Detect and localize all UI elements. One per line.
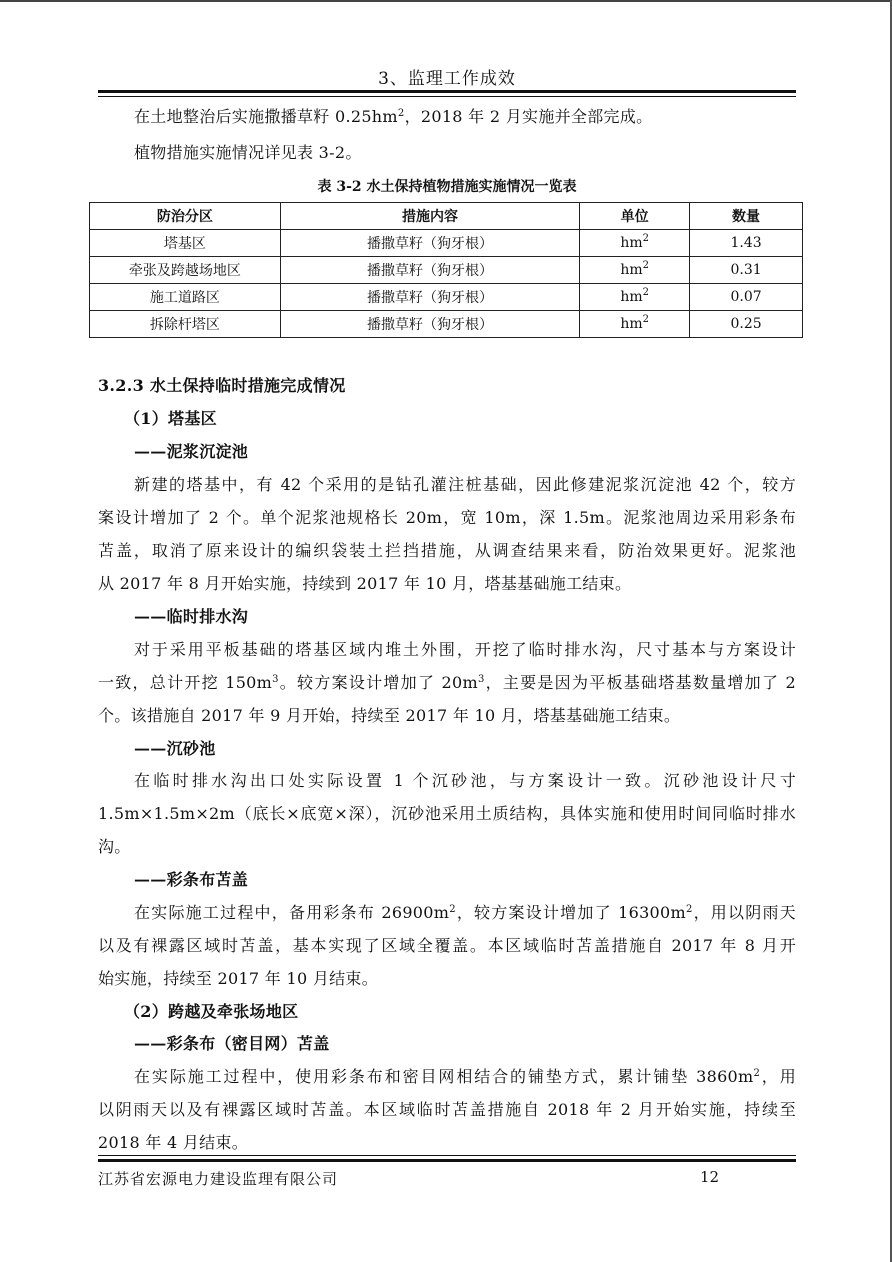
table-row: [90, 257, 803, 284]
area-cell: 牵张及跨越场地区: [90, 257, 281, 284]
paragraph-line: 在临时排水沟出口处实际设置 1 个沉砂池，与方案设计一致。沉砂池设计尺寸: [134, 771, 796, 790]
table-row: [90, 311, 803, 338]
footer-rule-thick: [98, 1159, 796, 1162]
footer-company: 江苏省宏源电力建设监理有限公司: [98, 1170, 339, 1188]
paragraph-line: 以阴雨天以及有裸露区域时苫盖。本区域临时苫盖措施自 2018 年 2 月开始实施，持续至: [98, 1100, 796, 1119]
measure-cell: 播撒草籽（狗牙根）: [280, 284, 580, 311]
paragraph-line: 从 2017 年 8 月开始实施，持续到 2017 年 10 月，塔基基础施工结束。: [98, 574, 632, 593]
header-rule-thin: [98, 96, 796, 97]
table-row: [90, 284, 803, 311]
item-title-drainage: ——临时排水沟: [134, 607, 249, 626]
plant-measures-table: [89, 202, 803, 338]
intro-line-1: 在土地整治后实施撒播草籽 $0.25hm^2$，2018 年 2 月实施并全部完成。: [134, 107, 653, 126]
paragraph-line: 沟。: [98, 837, 131, 856]
column-header: 防治分区: [90, 203, 281, 230]
area-cell: 施工道路区: [90, 284, 281, 311]
table-row: [90, 230, 803, 257]
unit-cell: $hm^2$: [580, 257, 690, 284]
column-header: 单位: [580, 203, 690, 230]
column-header: 数量: [690, 203, 803, 230]
paragraph-line: 苫盖，取消了原来设计的编织袋装土拦挡措施，从调查结果来看，防治效果更好。泥浆池: [98, 541, 796, 560]
quantity-cell: 0.31: [690, 257, 803, 284]
paragraph-line: 在实际施工过程中，使用彩条布和密目网相结合的铺垫方式，累计铺垫 $3860m^2$，用: [134, 1067, 797, 1086]
table-header-row: [90, 203, 803, 230]
page-header: 3、监理工作成效: [378, 69, 516, 89]
paragraph-line: 2018 年 4 月结束。: [98, 1133, 249, 1152]
table-caption: 表 3-2 水土保持植物措施实施情况一览表: [317, 179, 577, 195]
measure-cell: 播撒草籽（狗牙根）: [280, 230, 580, 257]
quantity-cell: 0.25: [690, 311, 803, 338]
intro-line-2: 植物措施实施情况详见表 3-2。: [134, 143, 362, 162]
paragraph-line: 对于采用平板基础的塔基区域内堆土外围，开挖了临时排水沟，尺寸基本与方案设计: [134, 640, 796, 659]
item-title-mud-pit: ——泥浆沉淀池: [134, 442, 249, 461]
measure-cell: 播撒草籽（狗牙根）: [280, 311, 580, 338]
paragraph-line: 一致，总计开挖 $150m^3$。较方案设计增加了 $20m^3$，主要是因为平板基础塔基数量增加了 2: [98, 673, 796, 692]
subsection-crossing-area: （2）跨越及牵张场地区: [124, 1002, 299, 1021]
paragraph-line: 新建的塔基中，有 42 个采用的是钻孔灌注桩基础，因此修建泥浆沉淀池 42 个，较方: [134, 475, 796, 494]
column-header: 措施内容: [280, 203, 580, 230]
paragraph-line: 1.5m×1.5m×2m（底长×底宽×深），沉砂池采用土质结构，具体实施和使用时间同临时排水: [98, 804, 796, 823]
paragraph-line: 在实际施工过程中，备用彩条布 $26900m^2$，较方案设计增加了 $16300m^2$，用以阴雨天: [134, 903, 796, 922]
measure-cell: 播撒草籽（狗牙根）: [280, 257, 580, 284]
quantity-cell: 0.07: [690, 284, 803, 311]
paragraph-line: 以及有裸露区域时苫盖，基本实现了区域全覆盖。本区域临时苫盖措施自 2017 年 8 月开: [98, 936, 796, 955]
item-title-tarp: ——彩条布苫盖: [134, 870, 249, 889]
paragraph-line: 个。该措施自 2017 年 9 月开始，持续至 2017 年 10 月，塔基基础施工结束。: [98, 706, 681, 725]
page-number: 12: [700, 1168, 720, 1186]
paragraph-line: 案设计增加了 2 个。单个泥浆池规格长 20m，宽 10m，深 1.5m。泥浆池周边采用彩条布: [98, 508, 796, 527]
item-title-tarp-net: ——彩条布（密目网）苫盖: [134, 1034, 330, 1053]
quantity-cell: 1.43: [690, 230, 803, 257]
area-cell: 塔基区: [90, 230, 281, 257]
subsection-tower-base: （1）塔基区: [124, 409, 217, 428]
unit-cell: $hm^2$: [580, 284, 690, 311]
unit-cell: $hm^2$: [580, 311, 690, 338]
header-rule-thick: [98, 90, 796, 93]
unit-cell: $hm^2$: [580, 230, 690, 257]
item-title-sand-pit: ——沉砂池: [134, 739, 216, 758]
footer-rule-thin: [98, 1155, 796, 1156]
paragraph-line: 始实施，持续至 2017 年 10 月结束。: [98, 969, 379, 988]
section-heading: 3.2.3 水土保持临时措施完成情况: [98, 376, 346, 395]
area-cell: 拆除杆塔区: [90, 311, 281, 338]
page-border-top: [0, 0, 892, 2]
